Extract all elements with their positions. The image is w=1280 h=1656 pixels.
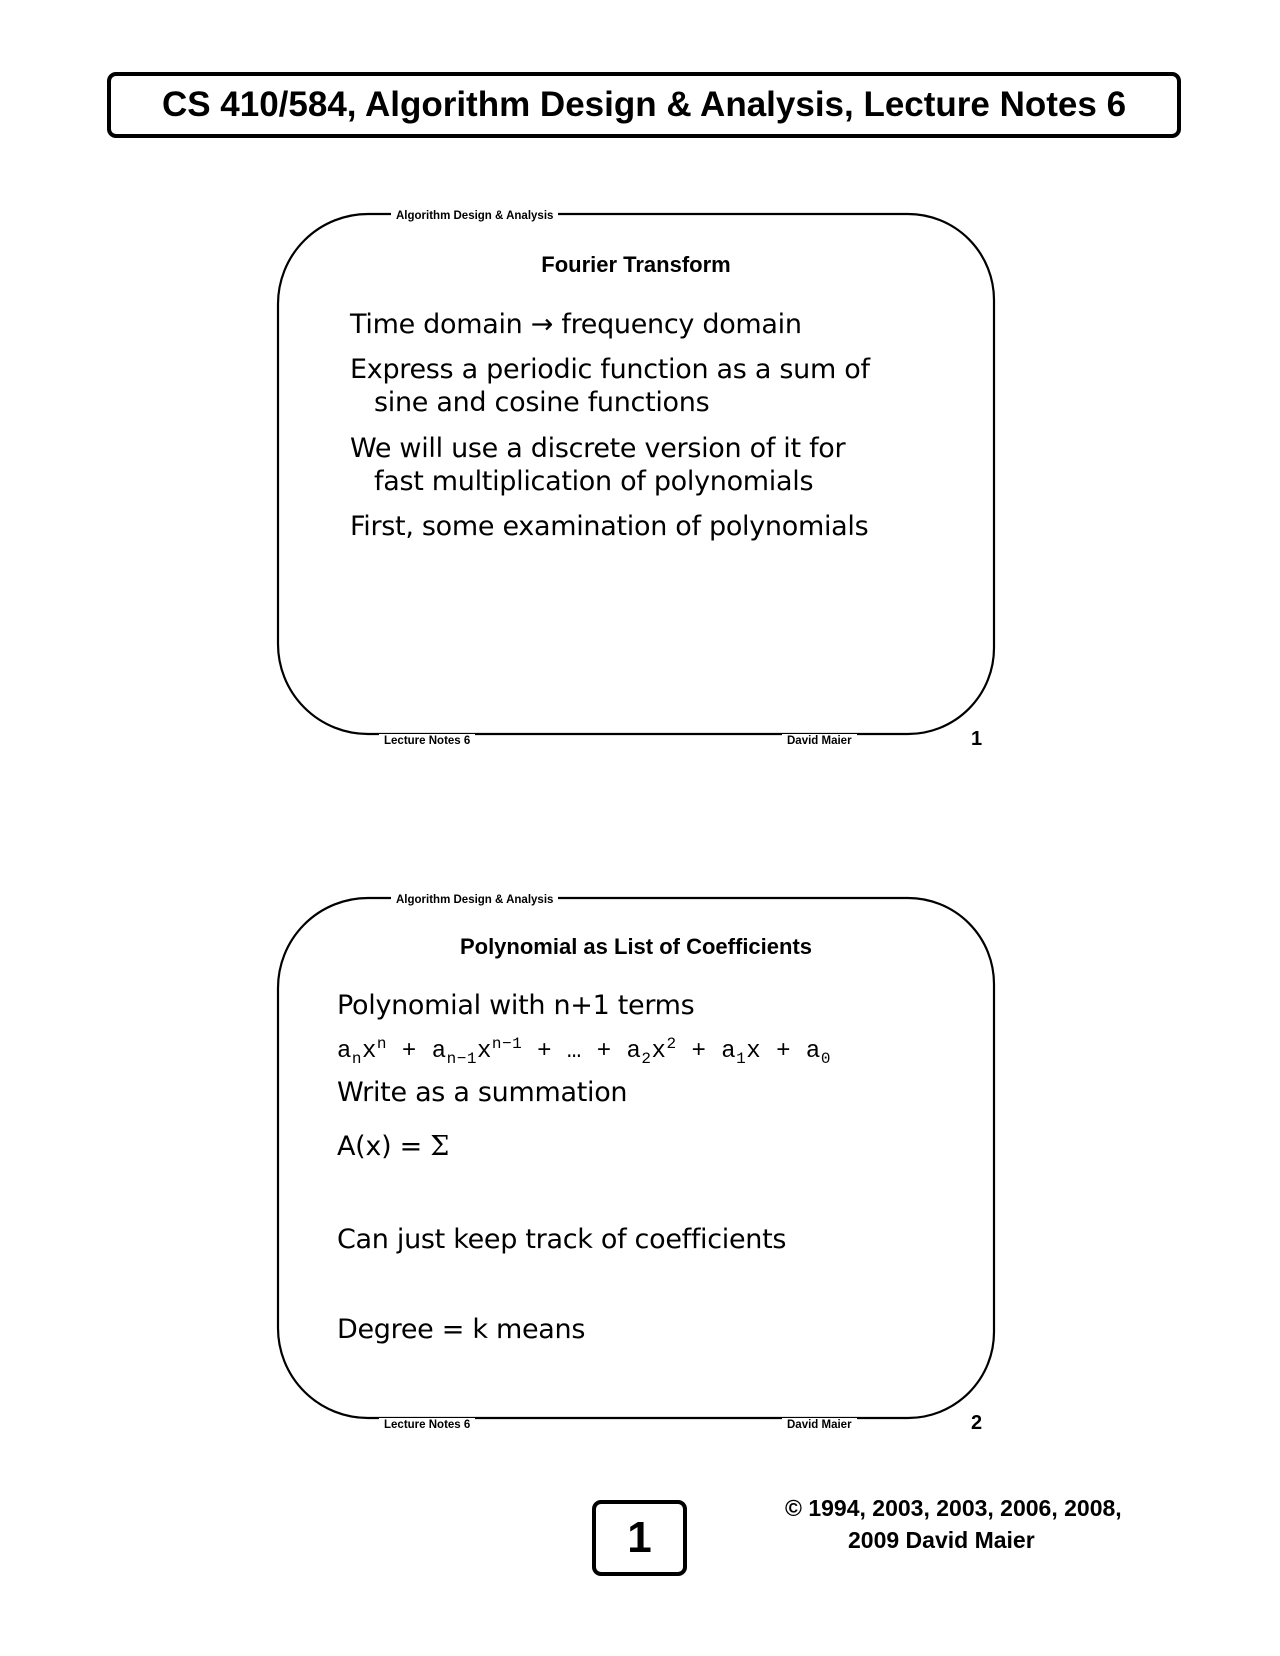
formula-operator: + [761, 1038, 806, 1065]
formula-exponent: n−1 [491, 1035, 523, 1053]
formula-subscript: n [351, 1049, 363, 1068]
formula-coefficient: a [626, 1038, 642, 1065]
slide-header-label: Algorithm Design & Analysis [391, 209, 558, 223]
slide-footer-right: David Maier [782, 734, 857, 748]
text-line [337, 1223, 786, 1256]
bullet-item [350, 308, 802, 341]
page-number: 1 [627, 1513, 652, 1562]
slide-title: Polynomial as List of Coefficients [459, 934, 813, 959]
formula-subscript: 2 [641, 1049, 652, 1068]
formula-coefficient: a [805, 1038, 821, 1065]
slide-footer-left: Lecture Notes 6 [379, 734, 475, 748]
text-line-content: Write as a summation [337, 1077, 628, 1108]
formula-exponent: n [376, 1035, 388, 1053]
text-line-content: Can just keep track of coefficients [337, 1224, 787, 1255]
bullet-item [350, 353, 870, 419]
slide-2 [273, 893, 999, 1434]
formula-coefficient: a [431, 1038, 447, 1065]
formula-subscript: 1 [736, 1049, 747, 1068]
polynomial-formula [337, 1035, 831, 1068]
text-line [337, 1313, 585, 1346]
page-title-box [107, 72, 1181, 138]
bullet-line: First, some examination of polynomials [350, 511, 869, 542]
formula-variable: x [476, 1038, 492, 1065]
slide-footer-left: Lecture Notes 6 [379, 1418, 475, 1432]
slide-title: Fourier Transform [541, 252, 731, 277]
slide-1 [273, 209, 999, 750]
formula-operator: + … + [522, 1038, 627, 1065]
bullet-item [350, 510, 868, 543]
bullet-line-continued: fast multiplication of polynomials [374, 466, 814, 497]
formula-subscript: n−1 [446, 1049, 477, 1068]
slide-number: 2 [971, 1412, 983, 1434]
bullet-line: We will use a discrete version of it for [350, 433, 846, 464]
slide-number: 1 [971, 728, 983, 750]
page-title: CS 410/584, Algorithm Design & Analysis, Lecture Notes 6 [161, 85, 1127, 124]
formula-variable: x [746, 1038, 762, 1065]
text-line [337, 1076, 627, 1109]
copyright-line-1: © 1994, 2003, 2003, 2006, 2008, [785, 1495, 1122, 1521]
bullet-item [350, 432, 845, 498]
copyright-line-2: 2009 David Maier [848, 1527, 1035, 1553]
formula-subscript: 0 [820, 1049, 831, 1068]
bullet-line: Time domain → frequency domain [350, 309, 802, 340]
page-number-box [592, 1500, 687, 1576]
formula-operator: + [676, 1038, 722, 1065]
bullet-line: Express a periodic function as a sum of [350, 354, 870, 385]
text-line [337, 989, 694, 1022]
text-line [337, 1130, 449, 1163]
slide-footer-right: David Maier [782, 1418, 857, 1432]
sigma-symbol: Σ [430, 1131, 450, 1162]
bullet-line-continued: sine and cosine functions [374, 387, 710, 418]
formula-variable: x [651, 1038, 667, 1065]
formula-coefficient: a [337, 1038, 352, 1065]
text-line-content: A(x) = [337, 1131, 431, 1162]
copyright-notice [785, 1492, 1165, 1556]
text-line-content: Polynomial with n+1 terms [337, 990, 695, 1021]
formula-variable: x [362, 1038, 377, 1065]
slide-header-label: Algorithm Design & Analysis [391, 893, 558, 907]
formula-coefficient: a [721, 1038, 737, 1065]
formula-exponent: 2 [666, 1035, 677, 1053]
formula-operator: + [387, 1038, 432, 1065]
text-line-content: Degree = k means [337, 1314, 586, 1345]
